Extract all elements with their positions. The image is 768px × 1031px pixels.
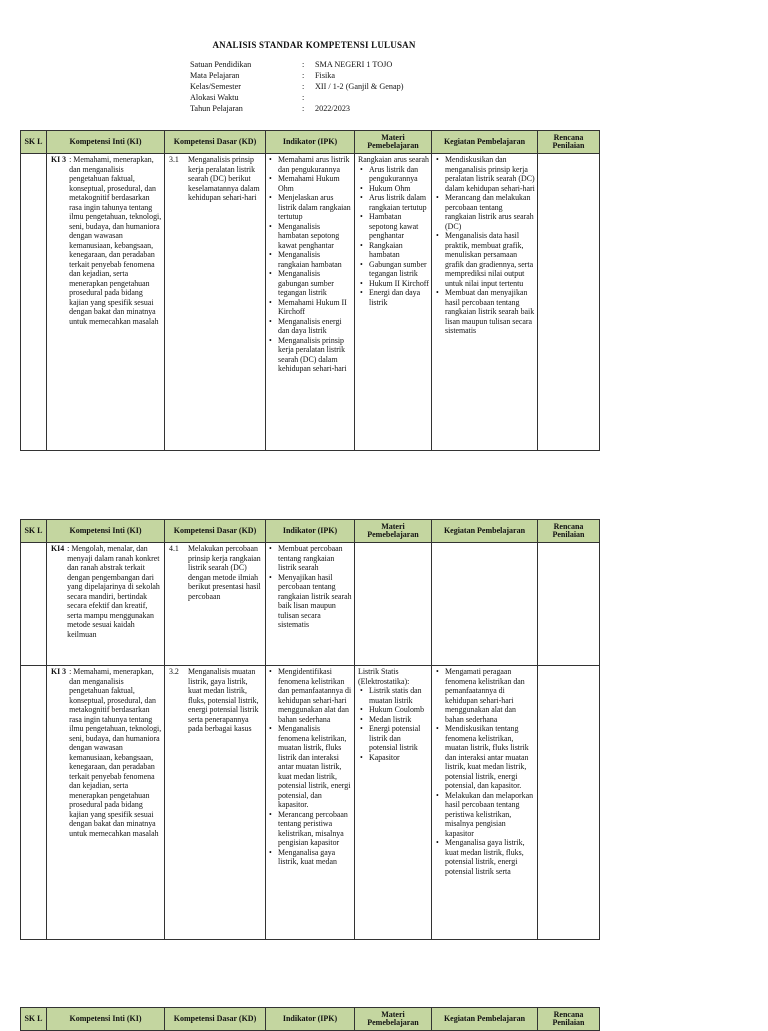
ipk-cell [266, 154, 355, 451]
meta-colon: : [302, 71, 305, 81]
ki-text: : Memahami, menerapkan, dan menganalisis pengetahuan faktual, konseptual, prosedural, dan metakognitif berdasarkan rasa ingin tahunya tentang ilmu pengetahuan, teknologi, seni, budaya, dan humaniora dengan wawasan kemanusiaan, kebangsaan, kenegaraan, dan peradaban terkait penyebab fenomena dan kejadian, serta menerapkan pengetahuan prosedural pada bidang kajian yang spesifik sesuai dengan bakat dan minatnya untuk memecahkan masalah [69, 667, 162, 838]
materi-heading: Listrik Statis (Elektrostatika): [358, 667, 410, 686]
ipk-item: • Menganalisis hambatan sepotong kawat penghantar [268, 222, 352, 251]
ipk-item: • Menganalisis prinsip kerja peralatan listrik searah (DC) dalam kehidupan sehari-hari [268, 336, 352, 374]
header-kegiatan: Kegiatan Pembelajaran [432, 520, 538, 543]
header-kompetensi-inti: Kompetensi Inti (KI) [47, 1008, 165, 1031]
meta-row-tahun-pelajaran [190, 103, 403, 114]
ipk-item: • Menjelaskan arus listrik dalam rangkaian tertutup [268, 193, 352, 222]
ki-cell [47, 154, 165, 451]
ipk-item: • Memahami Hukum Ohm [268, 174, 352, 193]
meta-row-mata-pelajaran [190, 70, 403, 81]
materi-item: • Medan listrik [358, 715, 429, 725]
ipk-item: • Menganalisis energi dan daya listrik [268, 317, 352, 336]
header-penilaian: Rencana Penilaian [538, 1008, 600, 1031]
header-kegiatan: Kegiatan Pembelajaran [432, 131, 538, 154]
meta-label: Kelas/Semester [190, 82, 241, 92]
table-header-row [21, 1008, 600, 1031]
kegiatan-item: • Merancang dan melakukan percobaan tentang rangkaian listrik arus searah (DC) [435, 193, 535, 231]
kd-cell [165, 666, 266, 940]
table-header-row [21, 131, 600, 154]
kd-text: Menganalisis prinsip kerja peralatan listrik searah (DC) berikut keselamatannya dalam kehidupan sehari-hari [188, 155, 260, 202]
kd-text: Menganalisis muatan listrik, gaya listrik, kuat medan listrik, fluks, potensial listrik, energi potensial listrik serta penerapannya pada berbagai kasus [188, 667, 259, 733]
ipk-item: • Merancang percobaan tentang peristiwa kelistrikan, misalnya pengisian kapasitor [268, 810, 352, 848]
materi-item: • Energi potensial listrik dan potensial listrik [358, 724, 429, 753]
ipk-item: • Menganalisa gaya listrik, kuat medan [268, 848, 352, 867]
ipk-item: • Memahami arus listrik dan pengukurannya [268, 155, 352, 174]
header-skl: SK L [21, 1008, 47, 1031]
meta-colon: : [302, 93, 305, 103]
materi-cell [355, 543, 432, 666]
materi-item: • Hukum Ohm [358, 184, 429, 194]
materi-item: • Hukum II Kirchoff [358, 279, 429, 289]
meta-value: Fisika [315, 71, 336, 81]
materi-item: • Energi dan daya listrik [358, 288, 429, 307]
kegiatan-cell [432, 154, 538, 451]
ki-cell [47, 543, 165, 666]
ki-text: : Memahami, menerapkan, dan menganalisis pengetahuan faktual, konseptual, prosedural, dan metakognitif berdasarkan rasa ingin tahunya tentang ilmu pengetahuan, teknologi, seni, budaya, dan humaniora dengan wawasan kemanusiaan, kebangsaan, kenegaraan, dan peradaban terkait penyebab fenomena dan kejadian, serta menerapkan pengetahuan prosedural pada bidang kajian yang spesifik sesuai dengan bakat dan minatnya untuk memecahkan masalah [69, 155, 162, 326]
kegiatan-item: • Mendiskusikan dan menganalisis prinsip kerja peralatan listrik searah (DC) dalam kehidupan sehari-hari [435, 155, 535, 193]
kd-number: 3.1 [169, 155, 179, 164]
header-indikator: Indikator (IPK) [266, 131, 355, 154]
header-kompetensi-dasar: Kompetensi Dasar (KD) [165, 1008, 266, 1031]
header-indikator: Indikator (IPK) [266, 520, 355, 543]
document-title: ANALISIS STANDAR KOMPETENSI LULUSAN [212, 40, 416, 50]
meta-label: Satuan Pendidikan [190, 60, 252, 69]
header-skl: SK L [21, 520, 47, 543]
header-kegiatan: Kegiatan Pembelajaran [432, 1008, 538, 1031]
materi-item: • Kapasitor [358, 753, 429, 763]
materi-item: • Hukum Coulomb [358, 705, 429, 715]
header-kompetensi-inti: Kompetensi Inti (KI) [47, 131, 165, 154]
ipk-cell [266, 666, 355, 940]
kd-text: Melakukan percobaan prinsip kerja rangkaian listrik searah (DC) dengan metode ilmiah berikut presentasi hasil percobaan [188, 544, 261, 601]
header-kompetensi-dasar: Kompetensi Dasar (KD) [165, 520, 266, 543]
header-indikator: Indikator (IPK) [266, 1008, 355, 1031]
meta-label: Mata Pelajaran [190, 71, 240, 81]
document-metadata [190, 59, 403, 114]
kd-cell [165, 543, 266, 666]
kd-number: 3.2 [169, 667, 179, 676]
table-header-row [21, 520, 600, 543]
ki-code: KI4 [51, 544, 65, 553]
ki-code: KI 3 [51, 667, 67, 676]
ipk-item: • Menganalisis fenomena kelistrikan, muatan listrik, fluks listrik dan interaksi antar muatan listrik, kuat medan listrik, potensial listrik, energi potensial, dan kapasitor. [268, 724, 352, 810]
kegiatan-item: • Menganalisa gaya listrik, kuat medan listrik, fluks, potensial listrik, energi potensial listrik serta [435, 838, 535, 876]
ki-text: : Mengolah, menalar, dan menyaji dalam ranah konkret dan ranah abstrak terkait dengan pengembangan dari yang dipelajarinya di sekolah secara mandiri, bertindak secara efektif dan kreatif, serta mampu menggunakan metode sesuai kaidah keilmuan [67, 544, 160, 639]
kd-number: 4.1 [169, 544, 179, 553]
ipk-item: • Membuat percobaan tentang rangkaian listrik searah [268, 544, 352, 573]
competency-table-3 [20, 1007, 600, 1031]
meta-value: SMA NEGERI 1 TOJO [315, 60, 393, 69]
meta-label: Tahun Pelajaran [190, 104, 243, 114]
materi-item: • Listrik statis dan muatan listrik [358, 686, 429, 705]
skl-cell [21, 154, 47, 451]
table-row [21, 543, 600, 666]
header-penilaian: Rencana Penilaian [538, 131, 600, 154]
kegiatan-item: • Mendiskusikan tentang fenomena kelistrikan, muatan listrik, fluks listrik dan interaksi antar muatan listrik, kuat medan listrik, potensial listrik, energi potensial, dan kapasitor. [435, 724, 535, 791]
materi-cell [355, 666, 432, 940]
meta-row-kelas-semester [190, 81, 403, 92]
ki-code: KI 3 [51, 155, 67, 164]
header-skl: SK L [21, 131, 47, 154]
kegiatan-item: • Melakukan dan melaporkan hasil percobaan tentang peristiwa kelistrikan, misalnya pengisian kapasitor [435, 791, 535, 839]
meta-row-satuan-pendidikan [190, 59, 403, 70]
skl-cell [21, 666, 47, 940]
competency-table-1 [20, 130, 600, 451]
penilaian-cell [538, 666, 600, 940]
ipk-item: • Memahami Hukum II Kirchoff [268, 298, 352, 317]
ipk-item: • Menyajikan hasil percobaan tentang rangkaian listrik searah baik lisan maupun tulisan secara sistematis [268, 573, 352, 630]
table-row [21, 666, 600, 940]
kegiatan-cell [432, 666, 538, 940]
kd-cell [165, 154, 266, 451]
meta-value: XII / 1-2 (Ganjil & Genap) [315, 82, 404, 92]
kegiatan-item: • Mengamati peragaan fenomena kelistrikan dan pemanfaatannya di kehidupan sehari-hari menggunakan alat dan bahan sederhana [435, 667, 535, 724]
meta-colon: : [302, 104, 305, 114]
ipk-item: • Menganalisis rangkaian hambatan [268, 250, 352, 269]
meta-colon: : [302, 82, 305, 92]
meta-row-alokasi-waktu [190, 92, 403, 103]
penilaian-cell [538, 543, 600, 666]
header-kompetensi-dasar: Kompetensi Dasar (KD) [165, 131, 266, 154]
header-materi: Materi Pemebelajaran [355, 131, 432, 154]
meta-value: 2022/2023 [315, 104, 351, 114]
competency-table-2 [20, 519, 600, 940]
ipk-item: • Menganalisis gabungan sumber tegangan listrik [268, 269, 352, 298]
materi-item: • Gabungan sumber tegangan listrik [358, 260, 429, 279]
ki-cell [47, 666, 165, 940]
meta-colon: : [302, 60, 305, 69]
header-materi: Materi Pemebelajaran [355, 520, 432, 543]
meta-label: Alokasi Waktu [190, 93, 239, 103]
table-row [21, 154, 600, 451]
kegiatan-item: • Menganalisis data hasil praktik, membuat grafik, menuliskan persamaan grafik dan gradiennya, serta memprediksi nilai output untuk nilai input tertentu [435, 231, 535, 288]
kegiatan-item: • Membuat dan menyajikan hasil percobaan tentang rangkaian listrik searah baik lisan maupun tulisan secara sistematis [435, 288, 535, 336]
materi-item: • Hambatan sepotong kawat penghantar [358, 212, 429, 241]
skl-cell [21, 543, 47, 666]
header-kompetensi-inti: Kompetensi Inti (KI) [47, 520, 165, 543]
kegiatan-cell [432, 543, 538, 666]
materi-item: • Arus listrik dalam rangkaian tertutup [358, 193, 429, 212]
ipk-item: • Mengidentifikasi fenomena kelistrikan dan pemanfaatannya di kehidupan sehari-hari menggunakan alat dan bahan sederhana [268, 667, 352, 724]
penilaian-cell [538, 154, 600, 451]
header-materi: Materi Pemebelajaran [355, 1008, 432, 1031]
materi-heading: Rangkaian arus searah [358, 155, 429, 164]
header-penilaian: Rencana Penilaian [538, 520, 600, 543]
materi-item: • Rangkaian hambatan [358, 241, 429, 260]
ipk-cell [266, 543, 355, 666]
materi-cell [355, 154, 432, 451]
materi-item: • Arus listrik dan pengukurannya [358, 165, 429, 184]
